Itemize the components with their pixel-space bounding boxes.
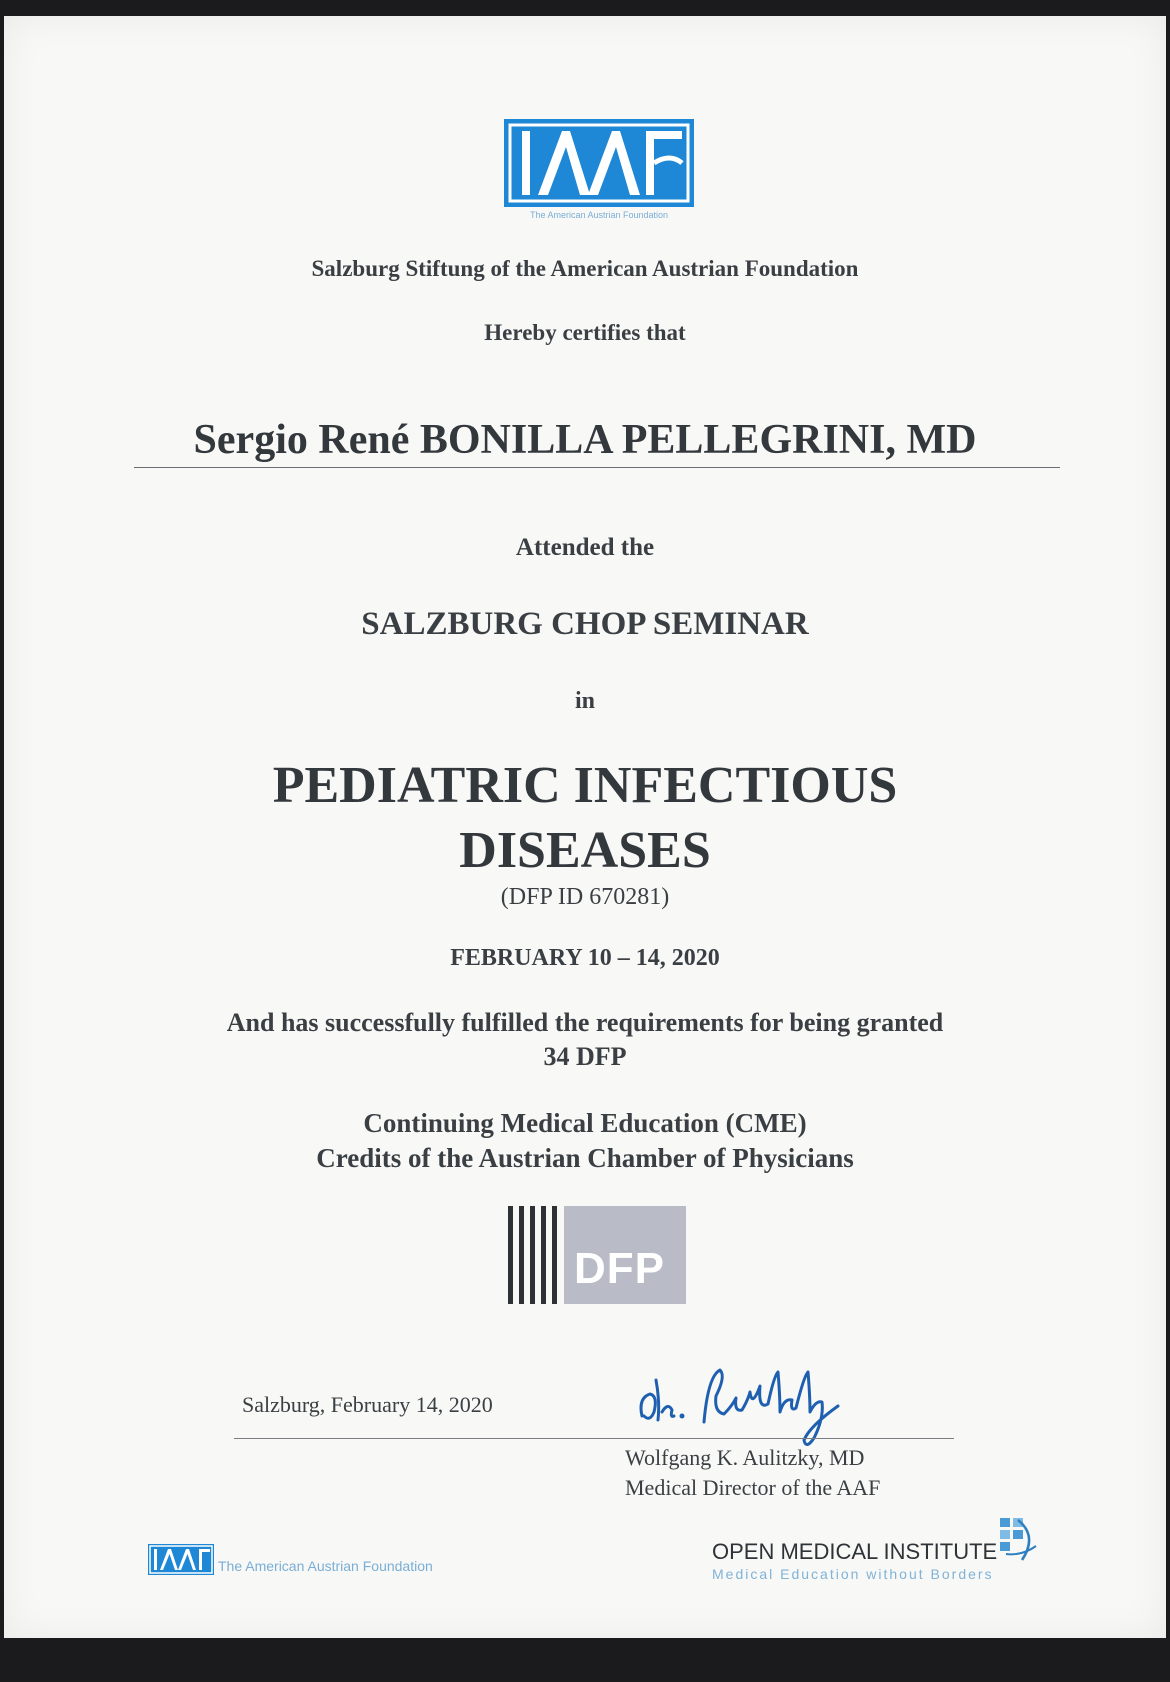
subject-line-2: DISEASES	[459, 822, 711, 879]
aaf-logo-icon	[504, 119, 694, 207]
certificate-sheet	[4, 16, 1166, 1638]
signer-block	[625, 1443, 880, 1503]
credits-line-2: 34 DFP	[543, 1042, 627, 1071]
org-heading: Salzburg Stiftung of the American Austrian Foundation	[311, 256, 859, 281]
cme-line-1: Continuing Medical Education (CME)	[363, 1108, 807, 1138]
background-strip	[0, 1638, 1170, 1682]
dfp-id: (DFP ID 670281)	[500, 884, 670, 910]
seminar-dates: FEBRUARY 10 – 14, 2020	[450, 945, 720, 971]
signature-line	[234, 1438, 954, 1439]
aaf-logo-caption: The American Austrian Foundation	[529, 210, 669, 220]
aaf-footer-logo-icon	[148, 1544, 214, 1575]
name-underline	[134, 467, 1060, 468]
omi-tagline: Medical Education without Borders	[712, 1566, 994, 1582]
dfp-logo-icon	[508, 1206, 686, 1304]
seminar-name: SALZBURG CHOP SEMINAR	[361, 606, 809, 642]
signer-name: Wolfgang K. Aulitzky, MD	[625, 1445, 865, 1470]
recipient-name: Sergio René BONILLA PELLEGRINI, MD	[193, 417, 977, 463]
subject-line-1: PEDIATRIC INFECTIOUS	[272, 757, 898, 814]
place-date: Salzburg, February 14, 2020	[242, 1392, 493, 1417]
in-text: in	[574, 688, 595, 714]
dfp-logo-text: DFP	[574, 1244, 665, 1293]
cme-line-2: Credits of the Austrian Chamber of Physicians	[316, 1143, 854, 1173]
signer-title: Medical Director of the AAF	[625, 1475, 881, 1500]
credits-line-1: And has successfully fulfilled the requirements for being granted	[226, 1008, 944, 1037]
omi-globe-icon	[998, 1516, 1040, 1562]
aaf-footer-caption: The American Austrian Foundation	[218, 1558, 433, 1574]
signature-icon	[634, 1346, 884, 1456]
omi-title: OPEN MEDICAL INSTITUTE	[712, 1539, 998, 1564]
attended-text: Attended the	[515, 534, 655, 561]
certifies-text: Hereby certifies that	[484, 320, 686, 345]
